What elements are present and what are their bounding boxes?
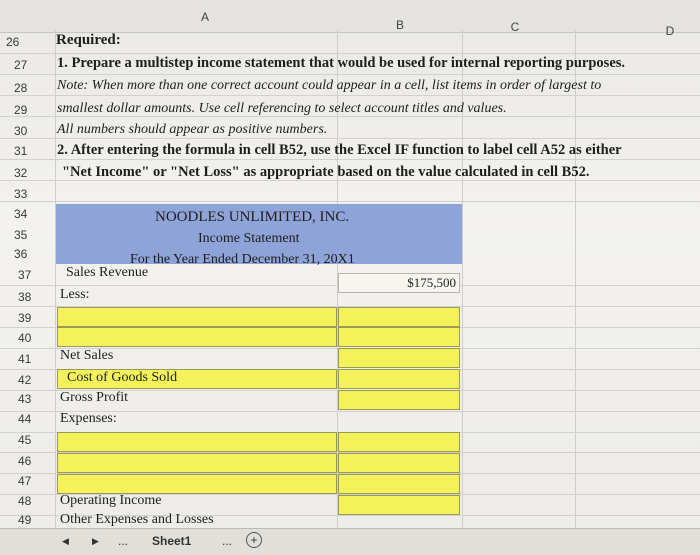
row-number: 42: [18, 373, 32, 387]
row-26[interactable]: [0, 32, 700, 54]
column-headers: [0, 0, 700, 38]
row-47[interactable]: [0, 473, 700, 495]
company-name[interactable]: NOODLES UNLIMITED, INC.: [155, 209, 350, 225]
statement-title[interactable]: Income Statement: [198, 231, 300, 246]
sales-revenue-label[interactable]: Sales Revenue: [66, 265, 149, 280]
row-number: 32: [14, 166, 28, 180]
other-expenses-label[interactable]: Other Expenses and Losses: [60, 512, 214, 527]
row-number: 26: [6, 35, 20, 49]
row-number: 34: [14, 207, 28, 221]
row-number: 28: [14, 81, 28, 95]
operating-income-label[interactable]: Operating Income: [60, 493, 162, 508]
row-number: 27: [14, 58, 28, 72]
row-number: 39: [18, 311, 32, 325]
row-32[interactable]: [0, 159, 700, 181]
row-number: 35: [14, 228, 28, 242]
row-number: 29: [14, 103, 28, 117]
row-number: 47: [18, 474, 32, 488]
gross-profit-label[interactable]: Gross Profit: [60, 390, 129, 405]
row-39[interactable]: [0, 306, 700, 328]
sales-revenue-value[interactable]: $175,500: [407, 275, 456, 290]
net-sales-label[interactable]: Net Sales: [60, 348, 114, 363]
instruction-2[interactable]: 2. After entering the formula in cell B52, use the Excel IF function to label cell A52 as either: [57, 142, 622, 158]
row-29[interactable]: [0, 95, 700, 117]
statement-period[interactable]: For the Year Ended December 31, 20X1: [130, 252, 355, 267]
less-label[interactable]: Less:: [60, 287, 90, 302]
row-number: 49: [18, 513, 32, 527]
row-27[interactable]: [0, 53, 700, 75]
note-line-3[interactable]: All numbers should appear as positive numbers.: [57, 122, 328, 137]
row-28[interactable]: [0, 74, 700, 96]
row-30[interactable]: [0, 117, 700, 139]
row-number: 38: [18, 290, 32, 304]
row-number: 37: [18, 268, 32, 282]
expenses-label[interactable]: Expenses:: [60, 411, 117, 426]
sheet-tab-bar: [0, 528, 700, 555]
row-number: 31: [14, 144, 28, 158]
row-35[interactable]: [0, 224, 700, 245]
row-number: 44: [18, 412, 32, 426]
row-42[interactable]: [0, 369, 700, 391]
row-46[interactable]: [0, 452, 700, 474]
column-header-d[interactable]: D: [665, 24, 675, 38]
row-number: 40: [18, 331, 32, 345]
add-sheet-icon[interactable]: +: [246, 532, 262, 548]
row-36[interactable]: [0, 244, 700, 265]
row-number: 30: [14, 124, 28, 138]
scroll-tabs-left-icon[interactable]: ◀: [62, 536, 69, 546]
cogs-label[interactable]: Cost of Goods Sold: [67, 370, 178, 385]
note-line-1[interactable]: Note: When more than one correct account could appear in a cell, list items in order of largest to: [57, 78, 602, 93]
row-38[interactable]: [0, 285, 700, 307]
row-45[interactable]: [0, 431, 700, 453]
row-number: 43: [18, 392, 32, 406]
column-header-a[interactable]: A: [200, 10, 209, 24]
row-44[interactable]: [0, 411, 700, 433]
row-41[interactable]: [0, 348, 700, 370]
row-number: 41: [18, 352, 32, 366]
row-number: 46: [18, 454, 32, 468]
required-heading[interactable]: Required:: [56, 32, 121, 48]
scroll-tabs-right-icon[interactable]: ▶: [92, 536, 99, 546]
row-43[interactable]: [0, 390, 700, 412]
row-number: 33: [14, 187, 28, 201]
row-number: 45: [18, 433, 32, 447]
sheet1-tab[interactable]: Sheet1: [152, 534, 192, 548]
column-header-c[interactable]: C: [510, 20, 520, 34]
row-31[interactable]: [0, 138, 700, 160]
row-33[interactable]: [0, 180, 700, 202]
note-line-2[interactable]: smallest dollar amounts. Use cell referencing to select account titles and values.: [57, 101, 507, 116]
row-40[interactable]: [0, 327, 700, 349]
more-tabs-right-button[interactable]: ...: [222, 534, 233, 548]
row-34[interactable]: [0, 203, 700, 224]
row-37[interactable]: [0, 264, 700, 290]
row-number: 48: [18, 494, 32, 508]
instruction-2-cont[interactable]: "Net Income" or "Net Loss" as appropriate based on the value calculated in cell B52.: [62, 164, 590, 180]
column-header-b[interactable]: B: [395, 18, 404, 32]
row-number: 36: [14, 247, 28, 261]
more-tabs-left-button[interactable]: ...: [118, 534, 129, 548]
instruction-1[interactable]: 1. Prepare a multistep income statement that would be used for internal reporting purposes.: [57, 55, 626, 71]
